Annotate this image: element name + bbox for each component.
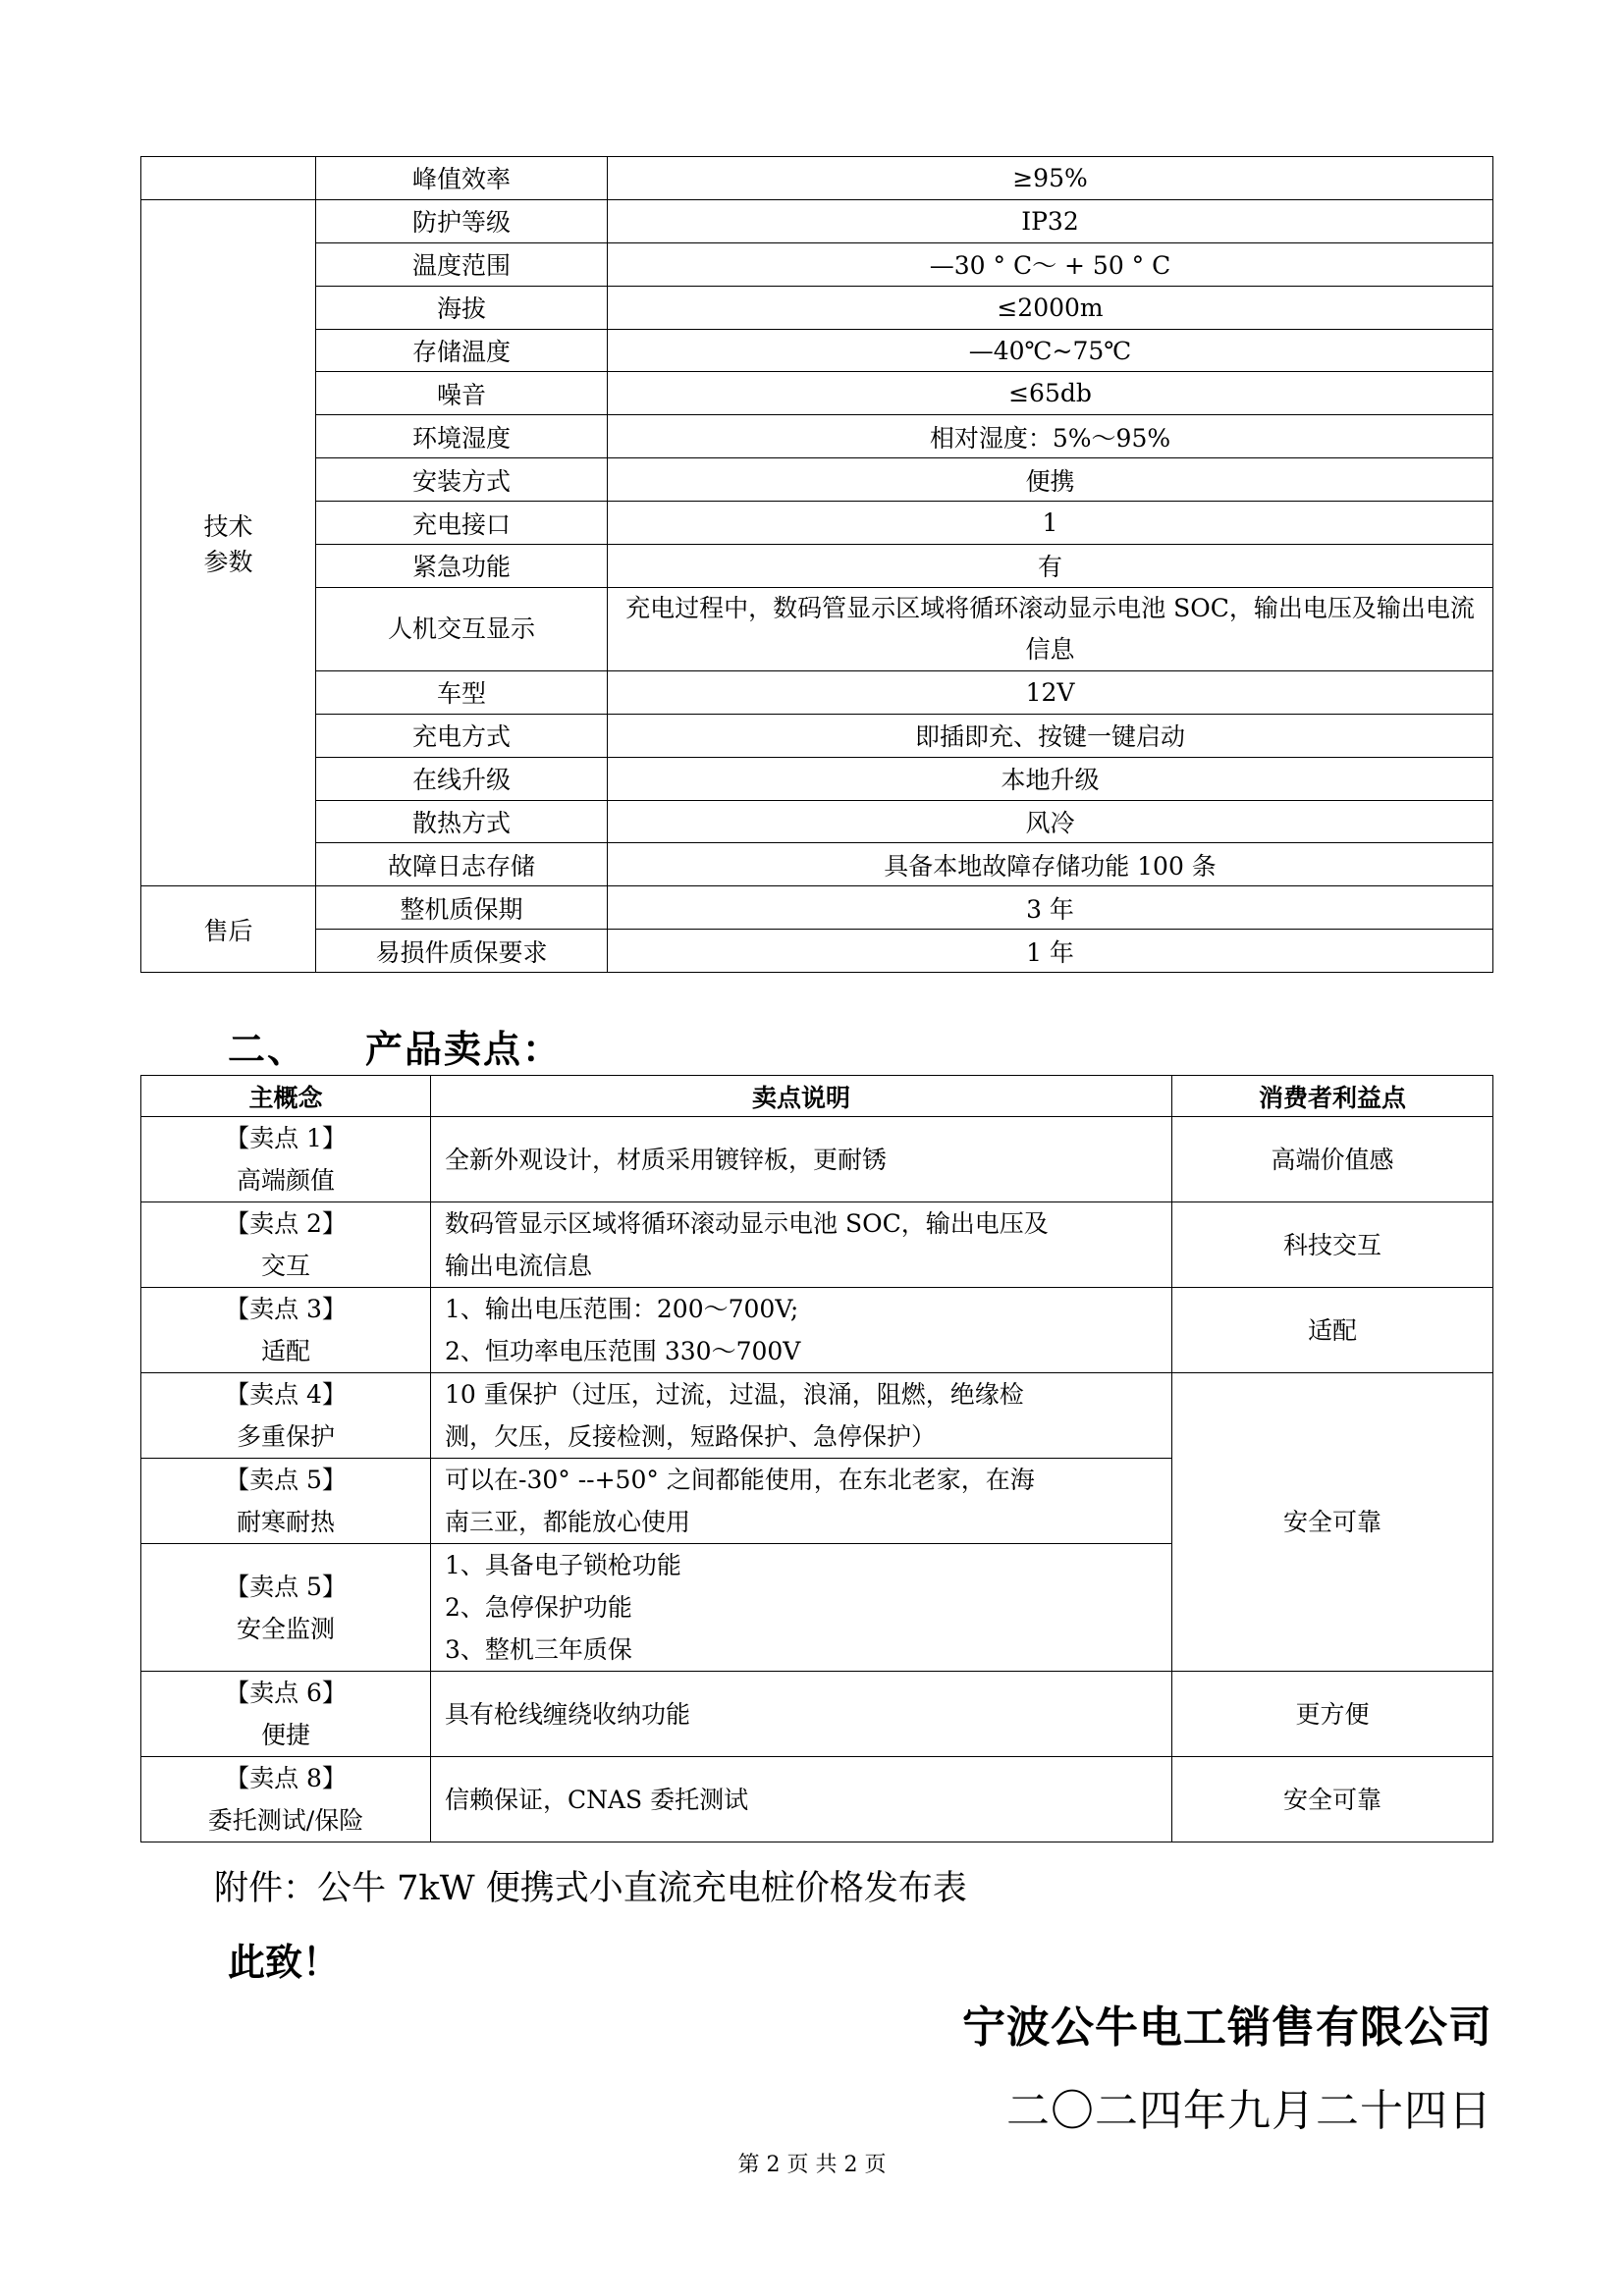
- selling-point-tag: 【卖点 5】: [225, 1466, 347, 1494]
- spec-label: 峰值效率: [316, 157, 608, 200]
- section-title: 产品卖点：: [365, 1027, 563, 1071]
- selling-point-row: [141, 1117, 1493, 1202]
- spec-value: 便携: [608, 458, 1493, 502]
- spec-row: [141, 930, 1493, 973]
- spec-label: 噪音: [316, 372, 608, 415]
- selling-point-name: 多重保护: [236, 1422, 335, 1451]
- spec-label: 安装方式: [316, 458, 608, 502]
- spec-label: 充电方式: [316, 714, 608, 757]
- description-line: 数码管显示区域将循环滚动显示电池 SOC，输出电压及: [445, 1209, 1049, 1238]
- spec-label: 故障日志存储: [316, 843, 608, 886]
- selling-point-benefit: 科技交互: [1172, 1202, 1493, 1288]
- description-line: 可以在-30° --+50° 之间都能使用，在东北老家，在海: [445, 1466, 1035, 1494]
- spec-row: [141, 199, 1493, 242]
- spec-value: 3 年: [608, 886, 1493, 930]
- spec-row: [141, 286, 1493, 329]
- selling-point-concept: [141, 1288, 431, 1373]
- company-name: 宁波公牛电工销售有限公司: [962, 2002, 1492, 2053]
- spec-label: 人机交互显示: [316, 587, 608, 670]
- description-line: 2、恒功率电压范围 330～700V: [445, 1337, 801, 1365]
- spec-value: 有: [608, 545, 1493, 588]
- section-heading: [228, 1019, 562, 1073]
- selling-point-description: [431, 1288, 1172, 1373]
- spec-row: [141, 458, 1493, 502]
- description-line: 1、具备电子锁枪功能: [445, 1551, 681, 1579]
- spec-value: 即插即充、按键一键启动: [608, 714, 1493, 757]
- column-header: 消费者利益点: [1172, 1076, 1493, 1117]
- selling-point-name: 交互: [260, 1252, 310, 1280]
- spec-label: 温度范围: [316, 242, 608, 286]
- selling-point-name: 耐寒耐热: [236, 1508, 335, 1536]
- spec-group-tech-line: 参数: [203, 548, 253, 577]
- spec-value: ≥95%: [608, 157, 1493, 200]
- selling-point-description: [431, 1459, 1172, 1544]
- spec-value: 1 年: [608, 930, 1493, 973]
- spec-value: 相对湿度：5%～95%: [608, 415, 1493, 458]
- selling-point-concept: [141, 1117, 431, 1202]
- description-line: 1、输出电压范围：200～700V;: [445, 1295, 799, 1323]
- selling-point-description: [431, 1672, 1172, 1757]
- selling-point-tag: 【卖点 6】: [225, 1679, 347, 1707]
- selling-point-concept: [141, 1672, 431, 1757]
- spec-row: [141, 714, 1493, 757]
- closing-salutation: 此致！: [228, 1940, 341, 1984]
- description-line: 全新外观设计，材质采用镀锌板，更耐锈: [445, 1145, 888, 1174]
- spec-row: [141, 242, 1493, 286]
- spec-table: [140, 156, 1493, 973]
- spec-label: 整机质保期: [316, 886, 608, 930]
- selling-point-tag: 【卖点 5】: [225, 1572, 347, 1601]
- column-header: 卖点说明: [431, 1076, 1172, 1117]
- selling-point-row: [141, 1202, 1493, 1288]
- spec-row: [141, 157, 1493, 200]
- spec-row: [141, 545, 1493, 588]
- spec-group-tech: [141, 199, 316, 885]
- spec-value: 具备本地故障存储功能 100 条: [608, 843, 1493, 886]
- selling-points-header-row: [141, 1076, 1493, 1117]
- selling-point-benefit-merged: 安全可靠: [1172, 1373, 1493, 1672]
- selling-point-concept: [141, 1459, 431, 1544]
- selling-point-benefit: 适配: [1172, 1288, 1493, 1373]
- description-line: 测，欠压，反接检测，短路保护、急停保护）: [445, 1422, 937, 1451]
- selling-point-description: [431, 1544, 1172, 1672]
- selling-point-name: 委托测试/保险: [207, 1806, 364, 1835]
- spec-label: 易损件质保要求: [316, 930, 608, 973]
- spec-row: [141, 587, 1493, 670]
- spec-row: [141, 415, 1493, 458]
- selling-point-tag: 【卖点 2】: [225, 1209, 347, 1238]
- spec-label: 紧急功能: [316, 545, 608, 588]
- spec-label: 环境湿度: [316, 415, 608, 458]
- selling-point-name: 适配: [260, 1337, 310, 1365]
- selling-point-concept: [141, 1757, 431, 1842]
- selling-point-name: 高端颜值: [236, 1166, 335, 1195]
- spec-group-tech-line: 技术: [203, 512, 253, 542]
- spec-value: 1: [608, 502, 1493, 545]
- spec-label: 车型: [316, 670, 608, 714]
- selling-point-concept: [141, 1544, 431, 1672]
- selling-point-benefit: 安全可靠: [1172, 1757, 1493, 1842]
- selling-point-tag: 【卖点 4】: [225, 1380, 347, 1409]
- description-line: 南三亚，都能放心使用: [445, 1508, 691, 1536]
- selling-point-description: [431, 1757, 1172, 1842]
- spec-label: 防护等级: [316, 199, 608, 242]
- spec-row: [141, 843, 1493, 886]
- spec-row: [141, 670, 1493, 714]
- spec-row: [141, 372, 1493, 415]
- spec-value: 本地升级: [608, 757, 1493, 800]
- selling-point-row: [141, 1373, 1493, 1459]
- selling-point-benefit: 高端价值感: [1172, 1117, 1493, 1202]
- selling-point-row: [141, 1288, 1493, 1373]
- document-date: 二〇二四年九月二十四日: [1006, 2086, 1492, 2136]
- spec-value: IP32: [608, 199, 1493, 242]
- spec-value: 充电过程中，数码管显示区域将循环滚动显示电池 SOC，输出电压及输出电流信息: [608, 587, 1493, 670]
- column-header: 主概念: [141, 1076, 431, 1117]
- spec-value: —30 ° C～ + 50 ° C: [608, 242, 1493, 286]
- description-line: 输出电流信息: [445, 1252, 593, 1280]
- spec-row: [141, 329, 1493, 372]
- selling-point-row: [141, 1672, 1493, 1757]
- spec-value: 风冷: [608, 800, 1493, 843]
- selling-point-benefit: 更方便: [1172, 1672, 1493, 1757]
- spec-label: 海拔: [316, 286, 608, 329]
- spec-value: ≤2000m: [608, 286, 1493, 329]
- description-line: 10 重保护（过压，过流，过温，浪涌，阻燃，绝缘检: [445, 1380, 1024, 1409]
- selling-point-row: [141, 1757, 1493, 1842]
- spec-row: [141, 886, 1493, 930]
- spec-value: ≤65db: [608, 372, 1493, 415]
- selling-point-tag: 【卖点 3】: [225, 1295, 347, 1323]
- spec-row: [141, 800, 1493, 843]
- selling-point-tag: 【卖点 8】: [225, 1764, 347, 1792]
- selling-points-table: [140, 1075, 1493, 1842]
- description-line: 2、急停保护功能: [445, 1593, 632, 1622]
- selling-point-tag: 【卖点 1】: [225, 1124, 347, 1152]
- selling-point-concept: [141, 1202, 431, 1288]
- spec-label: 存储温度: [316, 329, 608, 372]
- page-number: 第 2 页 共 2 页: [737, 2153, 887, 2177]
- spec-value: 12V: [608, 670, 1493, 714]
- spec-group-cell: [141, 157, 316, 200]
- spec-label: 在线升级: [316, 757, 608, 800]
- description-line: 具有枪线缠绕收纳功能: [445, 1699, 691, 1729]
- selling-point-name: 便捷: [260, 1721, 310, 1749]
- attachment-note: 附件：公牛 7kW 便携式小直流充电桩价格发布表: [214, 1869, 967, 1908]
- selling-point-description: [431, 1373, 1172, 1459]
- description-line: 信赖保证，CNAS 委托测试: [445, 1785, 749, 1814]
- spec-value: —40℃~75℃: [608, 329, 1493, 372]
- selling-point-name: 安全监测: [236, 1614, 335, 1643]
- selling-point-description: [431, 1202, 1172, 1288]
- selling-point-concept: [141, 1373, 431, 1459]
- spec-group-after-sales: 售后: [141, 886, 316, 973]
- selling-point-description: [431, 1117, 1172, 1202]
- spec-label: 充电接口: [316, 502, 608, 545]
- section-number: 二、: [228, 1027, 307, 1071]
- spec-row: [141, 757, 1493, 800]
- spec-row: [141, 502, 1493, 545]
- description-line: 3、整机三年质保: [445, 1635, 632, 1664]
- spec-label: 散热方式: [316, 800, 608, 843]
